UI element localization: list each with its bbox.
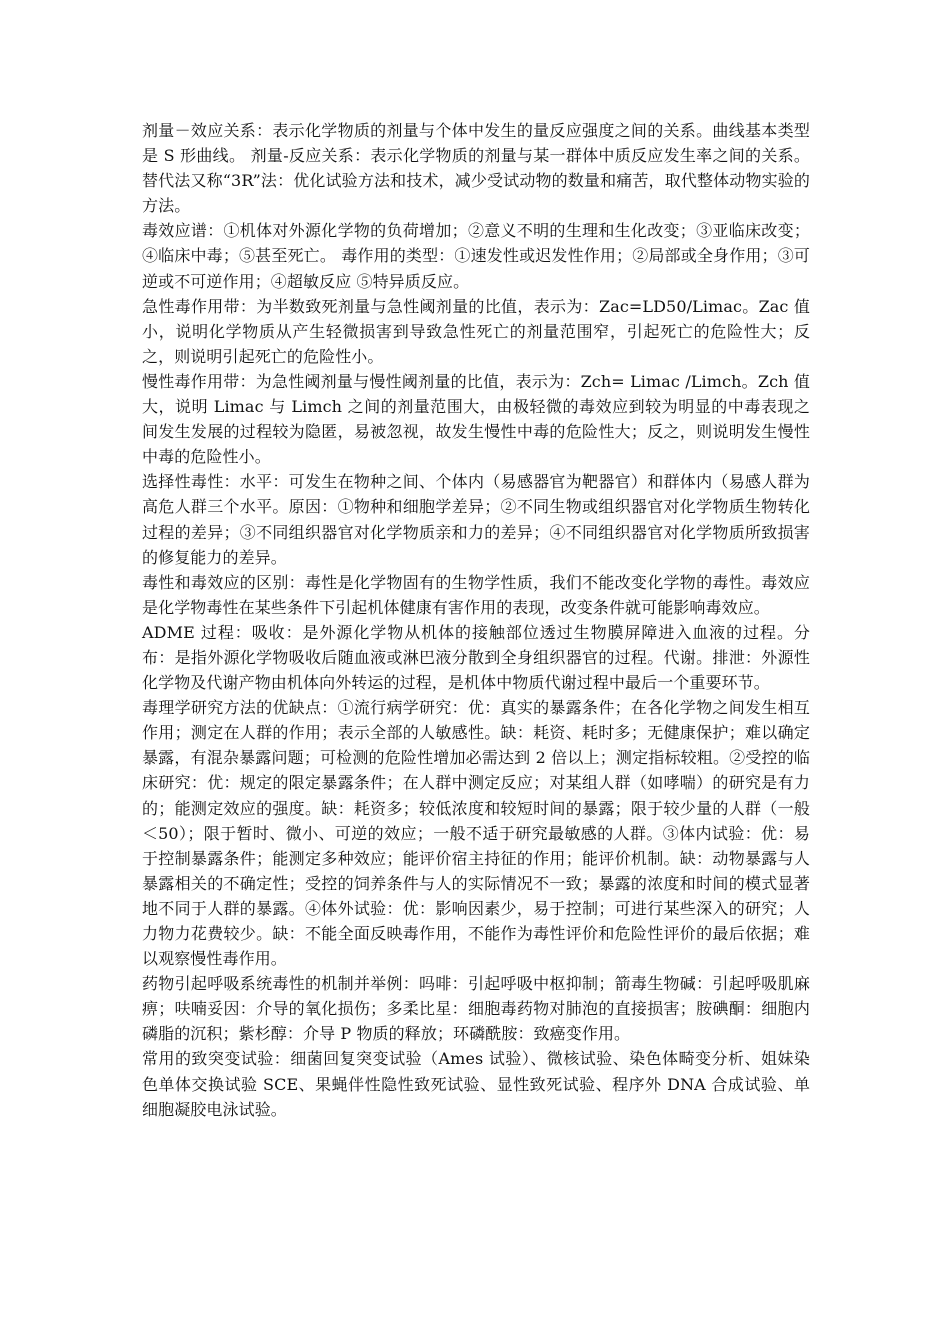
paragraph-adme: ADME 过程：吸收：是外源化学物从机体的接触部位透过生物膜屏障进入血液的过程。分布：是指外源化学物吸收后随血液或淋巴液分散到全身组织器官的过程。代谢。排泄：外源性化学物及代谢产物由机体向外转运的过程，是机体中物质代谢过程中最后一个重要环节。 (142, 622, 810, 693)
paragraph-dose-effect: 剂量－效应关系：表示化学物质的剂量与个体中发生的量反应强度之间的关系。曲线基本类型是 S 形曲线。 剂量-反应关系：表示化学物质的剂量与某一群体中质反应发生率之间的关系。 替代法又称“3R”法：优化试验方法和技术，减少受试动物的数量和痛苦，取代整体动物实验的方法。 (142, 121, 810, 216)
paragraph-selective-toxicity: 选择性毒性：水平：可发生在物种之间、个体内（易感器官为靶器官）和群体内（易感人群为高危人群三个水平。原因：①物种和细胞学差异；②不同生物或组织器官对化学物质生物转化过程的差异；③不同组织器官对化学物质亲和力的差异；④不同组织器官对化学物质所致损害的修复能力的差异。 (142, 472, 810, 567)
paragraph-chronic-toxic-zone: 慢性毒作用带：为急性阈剂量与慢性阈剂量的比值，表示为：Zch= Limac /Limch。Zch 值大，说明 Limac 与 Limch 之间的剂量范围大，由极轻微的毒效应到较为明显的中毒表现之间发生发展的过程较为隐匿，易被忽视，故发生慢性中毒的危险性大；反之，则说明发生慢性中毒的危险性小。 (142, 371, 810, 467)
paragraph-respiratory-toxicity: 药物引起呼吸系统毒性的机制并举例：吗啡：引起呼吸中枢抑制；箭毒生物碱：引起呼吸肌麻痹；呋喃妥因：介导的氧化损伤；多柔比星：细胞毒药物对肺泡的直接损害；胺碘酮：细胞内磷脂的沉积；紫杉醇：介导 P 物质的释放；环磷酰胺：致癌变作用。 (142, 974, 810, 1044)
paragraph-research-methods: 毒理学研究方法的优缺点：①流行病学研究：优：真实的暴露条件；在各化学物之间发生相互作用；测定在人群的作用；表示全部的人敏感性。缺：耗资、耗时多；无健康保护；难以确定暴露，有混杂暴露问题；可检测的危险性增加必需达到 2 倍以上；测定指标较粗。②受控的临床研究：优：规定的限定暴露条件；在人群中测定反应；对某组人群（如哮喘）的研究是有力的；能测定效应的强度。缺：耗资多；较低浓度和较短时间的暴露；限于较少量的人群（一般＜50）；限于暂时、微小、可逆的效应；一般不适于研究最敏感的人群。③体内试验：优：易于控制暴露条件；能测定多种效应；能评价宿主持征的作用；能评价机制。缺：动物暴露与人暴露相关的不确定性；受控的饲养条件与人的实际情况不一致；暴露的浓度和时间的模式显著地不同于人群的暴露。④体外试验：优：影响因素少，易于控制；可进行某些深入的研究；人力物力花费较少。缺：不能全面反映毒作用，不能作为毒性评价和危险性评价的最后依据；难以观察慢性毒作用。 (142, 698, 810, 969)
paragraph-toxicity-vs-effect: 毒性和毒效应的区别：毒性是化学物固有的生物学性质，我们不能改变化学物的毒性。毒效应是化学物毒性在某些条件下引起机体健康有害作用的表现，改变条件就可能影响毒效应。 (142, 572, 810, 617)
paragraph-toxic-effect-spectrum: 毒效应谱：①机体对外源化学物的负荷增加；②意义不明的生理和生化改变；③亚临床改变；④临床中毒；⑤甚至死亡。 毒作用的类型：①速发性或迟发性作用；②局部或全身作用；③可逆或不可逆作用；④超敏反应 ⑤特异质反应。 (142, 221, 810, 291)
document-body (142, 118, 810, 1122)
paragraph-mutagenicity-tests: 常用的致突变试验：细菌回复突变试验（Ames 试验）、微核试验、染色体畸变分析、姐妹染色单体交换试验 SCE、果蝇伴性隐性致死试验、显性致死试验、程序外 DNA 合成试验、单细胞凝胶电泳试验。 (142, 1049, 810, 1119)
paragraph-acute-toxic-zone: 急性毒作用带：为半数致死剂量与急性阈剂量的比值，表示为：Zac=LD50/Limac。Zac 值小，说明化学物质从产生轻微损害到导致急性死亡的剂量范围窄，引起死亡的危险性大；反之，则说明引起死亡的危险性小。 (142, 296, 810, 366)
